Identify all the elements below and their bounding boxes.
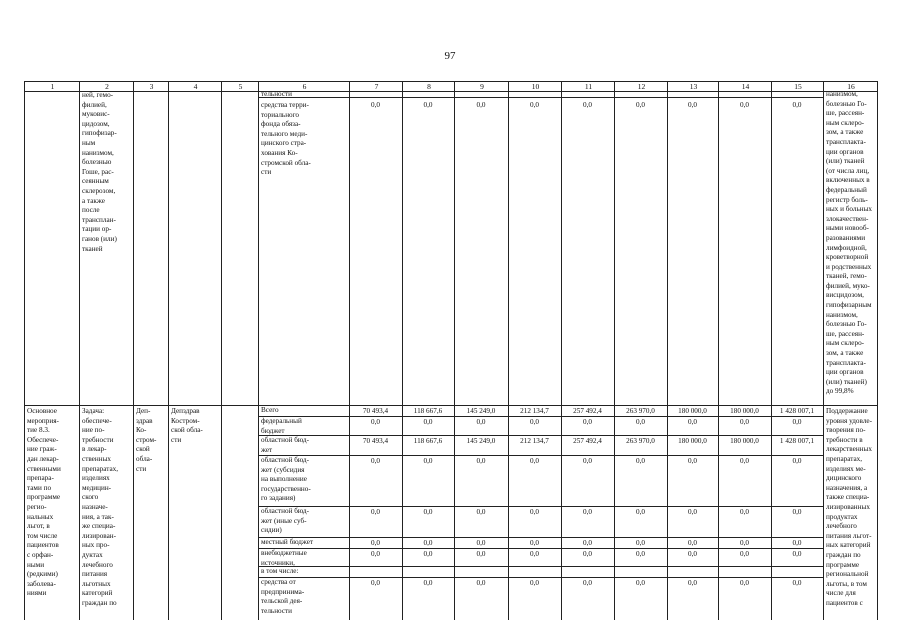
table-cell-value: 0,0 [530, 101, 539, 109]
column-header: 4 [168, 81, 222, 92]
table-cell-value: 263 970,0 [626, 407, 655, 415]
table-cell-value: 0,0 [583, 101, 592, 109]
table-cell-value: 0,0 [740, 579, 749, 587]
funding-source-label: внебюджетные источники, [261, 549, 307, 567]
column-header: 14 [718, 81, 772, 92]
table-cell-value: 145 249,0 [466, 437, 496, 445]
table-cell-value: 0,0 [423, 579, 433, 587]
funding-source-label: средства от предпринима- тельской дея- тельности [261, 578, 305, 615]
table-cell-value: 0,0 [371, 101, 380, 109]
table-cell-value: 0,0 [792, 457, 802, 465]
cell-coexecutor: Депздрав Костром- ской обла- сти [171, 407, 203, 444]
table-grid-line [24, 90, 25, 620]
table-cell-value: 1 428 007,1 [779, 437, 815, 445]
table-cell-value: 0,0 [792, 539, 802, 547]
table-cell-value: 0,0 [740, 418, 749, 426]
table-cell-value: 0,0 [636, 457, 645, 465]
table-cell-value: 0,0 [423, 457, 433, 465]
column-header: 1 [24, 81, 80, 92]
table-cell-value: 118 667,6 [413, 407, 443, 415]
table-grid-line [258, 90, 259, 620]
table-cell-value: 1 428 007,1 [779, 407, 815, 415]
table-cell-value: 180 000,0 [678, 407, 707, 415]
column-header: 10 [508, 81, 562, 92]
table-cell-value: 0,0 [371, 457, 380, 465]
column-header: 15 [771, 81, 824, 92]
table-cell-value: 0,0 [688, 579, 697, 587]
table-grid-line [24, 405, 878, 406]
table-cell-value: 180 000,0 [730, 407, 759, 415]
column-header: 13 [667, 81, 719, 92]
table-cell-value: 0,0 [371, 539, 380, 547]
table-cell-value: 0,0 [476, 539, 486, 547]
table-grid-line [823, 90, 824, 620]
table-cell-value: 212 134,7 [520, 437, 549, 445]
cell-activity-name: Основное мероприя- тие 8.3. Обеспече- ние граж- дан лекар- ственными препара- тами по программе регио- нальных льгот, в том числе пациентов с орфан- ными (редкими) заболева- ниями [27, 407, 61, 598]
table-cell-value: 0,0 [740, 550, 749, 558]
table-cell-value: 0,0 [371, 508, 380, 516]
table-cell-value: 145 249,0 [466, 407, 496, 415]
funding-source-label: в том числе: [261, 567, 299, 575]
table-cell-value: 0,0 [423, 539, 433, 547]
table-grid-line [168, 90, 169, 620]
cell-objective-text: ней, гемо- филией, муковис- цидозом, гипофизар- ным нанизмом, болезнью Гоше, рас- сеянным склерозом, а также после трансплан- тации ор- ганов (или) тканей [82, 91, 117, 253]
table-cell-value: 0,0 [688, 101, 697, 109]
column-header: 16 [823, 81, 878, 92]
column-header: 11 [561, 81, 615, 92]
table-cell-value: 0,0 [371, 550, 380, 558]
table-cell-value: 0,0 [688, 457, 697, 465]
table-grid-line [133, 90, 134, 620]
table-cell-value: 0,0 [583, 579, 592, 587]
table-cell-value: 0,0 [476, 579, 486, 587]
table-cell-value: 0,0 [636, 539, 645, 547]
table-cell-value: 180 000,0 [678, 437, 707, 445]
table-cell-value: 0,0 [636, 508, 645, 516]
table-cell-value: 70 493,4 [362, 437, 389, 445]
funding-source-label: местный бюджет [261, 538, 314, 546]
column-header: 6 [258, 81, 350, 92]
table-cell-value: 0,0 [423, 508, 433, 516]
table-cell-value: 0,0 [688, 539, 697, 547]
table-cell-value: 0,0 [740, 508, 749, 516]
table-cell-value: 0,0 [636, 579, 645, 587]
funding-source-label: областной бюд- жет (иные суб- сидии) [261, 507, 309, 535]
column-header: 8 [402, 81, 455, 92]
table-cell-value: 0,0 [792, 418, 802, 426]
table-cell-value: 263 970,0 [626, 437, 655, 445]
funding-source-label: Всего [261, 406, 279, 414]
column-header: 7 [349, 81, 403, 92]
table-cell-value: 0,0 [636, 550, 645, 558]
cell-source-text: средства терри- ториального фонда обяза- тельного меди- цинского стра- хования Ко- стромской обла- сти [261, 101, 311, 177]
table-cell-value: 70 493,4 [362, 407, 389, 415]
table-cell-value: 0,0 [792, 101, 802, 109]
table-cell-value: 0,0 [583, 539, 592, 547]
table-cell-value: 212 134,7 [520, 407, 549, 415]
table-cell-value: 0,0 [476, 457, 486, 465]
funding-source-label: областной бюд- жет [261, 436, 309, 454]
table-cell-value: 0,0 [740, 101, 749, 109]
table-cell-value: 0,0 [530, 457, 539, 465]
table-cell-value: 118 667,6 [413, 437, 443, 445]
column-header: 3 [133, 81, 169, 92]
table-cell-value: 257 492,4 [573, 437, 602, 445]
table-cell-value: 0,0 [476, 550, 486, 558]
table-cell-value: 0,0 [371, 418, 380, 426]
funding-source-label: областной бюд- жет (субсидия на выполнение государственно- го задания) [261, 456, 311, 503]
table-cell-value: 0,0 [476, 101, 486, 109]
cell-result-text: нанизмом, болезнью Го- ше, рассеян- ным склеро- зом, а также трансплакта- ции органов (или) тканей (от числа лиц, включенных в федеральный регистр боль- ных и больных злокачествен- ными новооб- разованиями лимфоидной, кроветворной и родственных тканей, гемо- филией, муко- висцидозом, гипофизарным нанизмом, болезнью Го- ше, рассеян- ным склеро- зом, а также трансплакта- ции органов (или) тканей) до 99,8% [826, 90, 872, 396]
table-cell-value: 0,0 [688, 508, 697, 516]
column-header: 9 [454, 81, 509, 92]
column-header: 12 [614, 81, 668, 92]
table-cell-value: 0,0 [423, 550, 433, 558]
table-cell-value: 0,0 [583, 508, 592, 516]
table-cell-value: 0,0 [792, 550, 802, 558]
table-grid-line [79, 90, 80, 620]
cell-source-top: тельности [261, 90, 292, 98]
table-cell-value: 0,0 [792, 508, 802, 516]
cell-task-text: Задача: обеспече- ние по- требности в лекар- ственных препаратах, изделиях медицин- ского назначе- ния, а так- же специа- лизирован- ных про- дуктах лечебного питания льготных категорий граждан по [82, 407, 119, 607]
table-cell-value: 0,0 [792, 579, 802, 587]
table-cell-value: 0,0 [476, 418, 486, 426]
table-cell-value: 0,0 [423, 101, 433, 109]
table-cell-value: 0,0 [583, 550, 592, 558]
table-cell-value: 0,0 [530, 550, 539, 558]
table-cell-value: 0,0 [740, 457, 749, 465]
table-cell-value: 0,0 [530, 579, 539, 587]
funding-source-label: федеральный бюджет [261, 417, 302, 435]
table-cell-value: 0,0 [740, 539, 749, 547]
table-cell-value: 0,0 [423, 418, 433, 426]
table-cell-value: 0,0 [371, 579, 380, 587]
table-cell-value: 0,0 [530, 539, 539, 547]
table-cell-value: 0,0 [583, 418, 592, 426]
table-grid-line [877, 90, 878, 620]
table-cell-value: 0,0 [530, 508, 539, 516]
table-cell-value: 180 000,0 [730, 437, 759, 445]
table-cell-value: 0,0 [583, 457, 592, 465]
table-cell-value: 0,0 [636, 418, 645, 426]
table-cell-value: 0,0 [636, 101, 645, 109]
table-cell-value: 0,0 [688, 418, 697, 426]
column-header: 5 [221, 81, 259, 92]
table-cell-value: 0,0 [530, 418, 539, 426]
table-cell-value: 0,0 [688, 550, 697, 558]
column-header: 2 [79, 81, 134, 92]
cell-result-text: Поддержание уровня удовле- творения по- требности в лекарственных препаратах, изделиях ме- дицинского назначения, а также специа- лизированных продуктах лечебного питания льгот- ных категорий граждан по программе региональной льготы, в том числе для пациентов с [826, 407, 872, 607]
table-cell-value: 0,0 [476, 508, 486, 516]
table-grid-line [221, 90, 222, 620]
table-cell-value: 257 492,4 [573, 407, 602, 415]
cell-executor: Деп- здрав Ко- стром- ской обла- сти [136, 407, 157, 473]
page-number: 97 [444, 50, 456, 62]
